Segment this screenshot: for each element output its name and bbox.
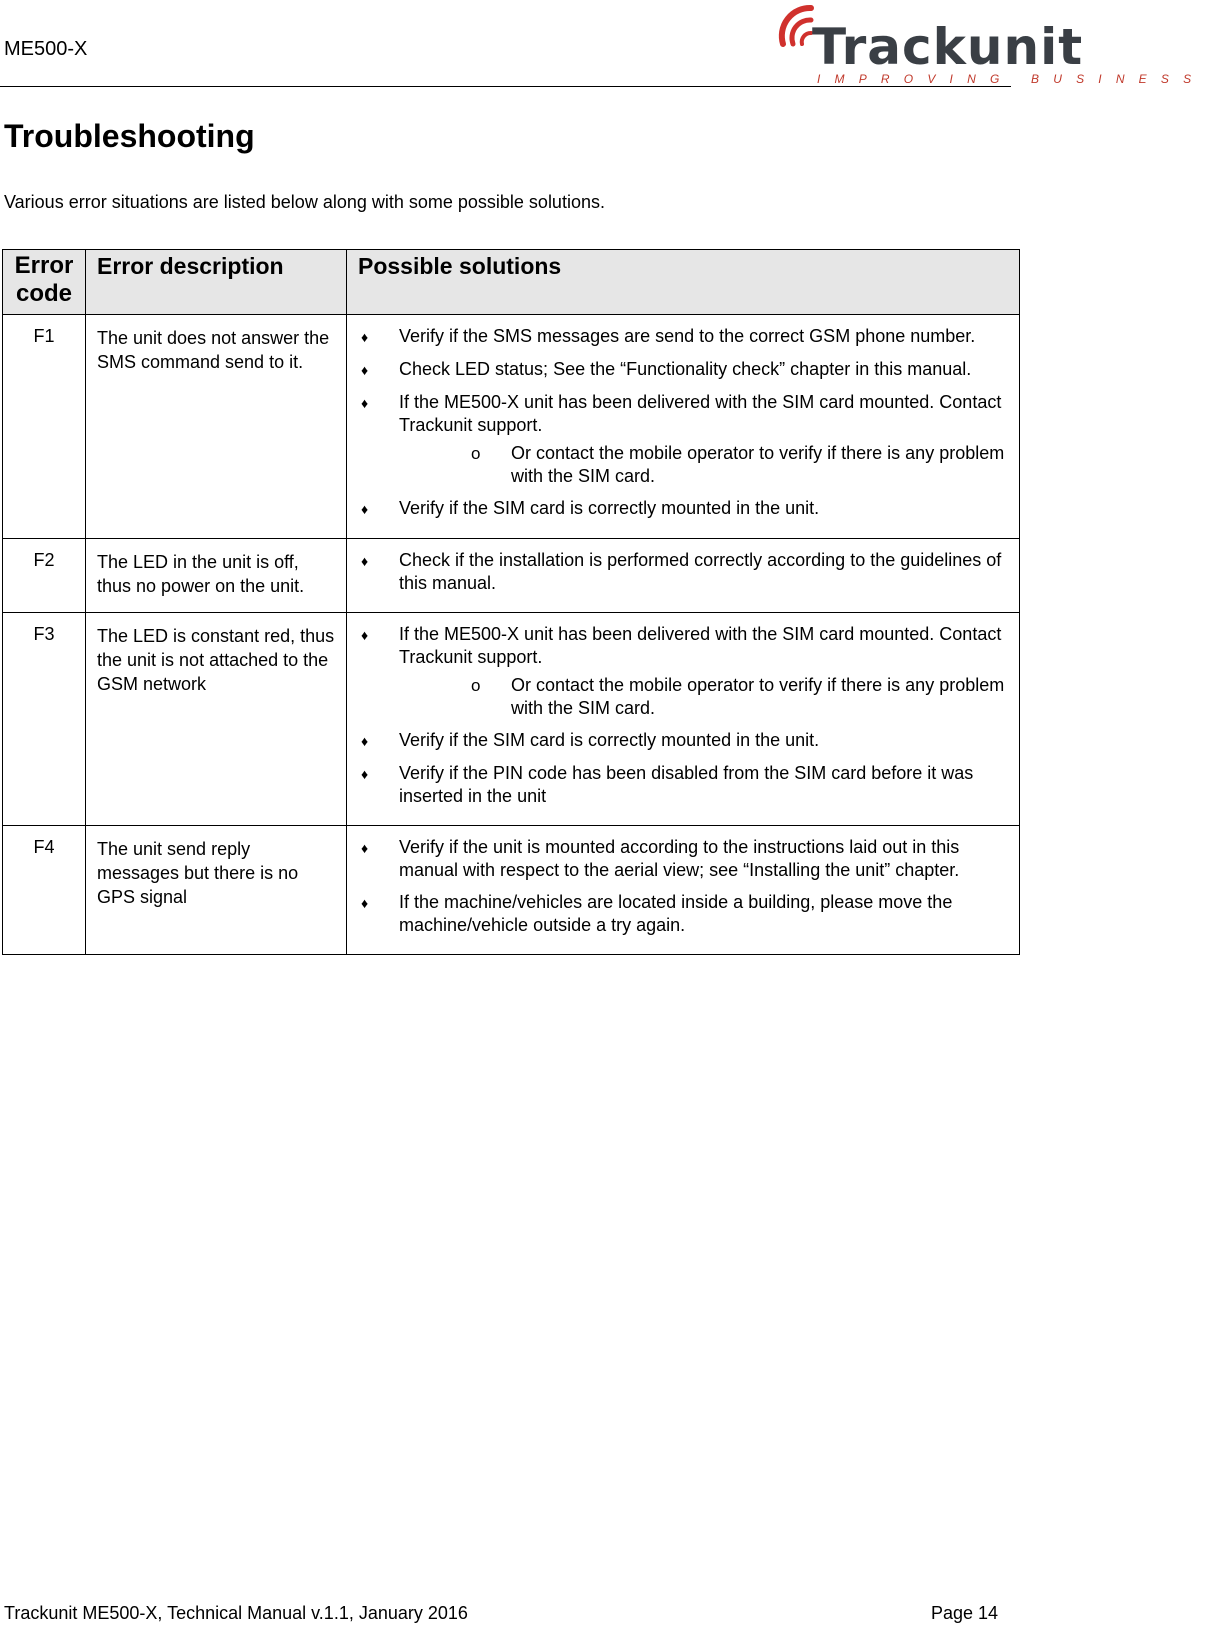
- circle-bullet-icon: o: [471, 676, 481, 695]
- error-code-cell: F2: [3, 539, 86, 613]
- logo-tagline: IMPROVING BUSINESS: [817, 72, 1205, 86]
- header-rule: [0, 86, 1011, 87]
- header-error-description: Error description: [86, 250, 347, 315]
- solution-sub-item: [359, 442, 1009, 488]
- logo-wordmark: Trackunit: [812, 18, 1084, 76]
- solution-text: Verify if the SIM card is correctly mounted in the unit.: [399, 498, 820, 518]
- table-row: [3, 826, 1020, 955]
- solution-item: [359, 391, 1009, 437]
- solution-text: If the machine/vehicles are located inside a building, please move the machine/vehicle outside a try again.: [399, 892, 953, 935]
- footer-doc-info: Trackunit ME500-X, Technical Manual v.1.1, January 2016: [4, 1603, 468, 1623]
- diamond-bullet-icon: ♦: [361, 395, 369, 411]
- solution-text: Check if the installation is performed correctly according to the guidelines of this manual.: [399, 550, 1002, 593]
- error-description-cell: The LED in the unit is off, thus no power on the unit.: [86, 539, 347, 613]
- solution-text: Verify if the SMS messages are send to the correct GSM phone number.: [399, 326, 976, 346]
- solution-item: [359, 549, 1009, 595]
- diamond-bullet-icon: ♦: [361, 733, 369, 749]
- table-row: [3, 315, 1020, 539]
- table-row: [3, 613, 1020, 826]
- solution-item: [359, 762, 1009, 808]
- solution-item: [359, 497, 1009, 521]
- solutions-cell: [347, 539, 1020, 613]
- error-code-cell: F1: [3, 315, 86, 539]
- solution-item: [359, 358, 1009, 382]
- solution-item: [359, 836, 1009, 882]
- diamond-bullet-icon: ♦: [361, 501, 369, 517]
- table-body: [3, 315, 1020, 955]
- solution-item: [359, 623, 1009, 669]
- solutions-cell: [347, 826, 1020, 955]
- solution-item: [359, 891, 1009, 937]
- table-row: [3, 539, 1020, 613]
- diamond-bullet-icon: ♦: [361, 895, 369, 911]
- solution-text: Verify if the unit is mounted according to the instructions laid out in this manual with respect to the aerial view; see “Installing the unit” chapter.: [399, 837, 960, 880]
- error-description-cell: The unit send reply messages but there is no GPS signal: [86, 826, 347, 955]
- error-description-cell: The unit does not answer the SMS command send to it.: [86, 315, 347, 539]
- header-error-code: Error code: [3, 250, 86, 315]
- intro-text: Various error situations are listed below along with some possible solutions.: [4, 192, 605, 212]
- solution-text: Verify if the SIM card is correctly mounted in the unit.: [399, 730, 820, 750]
- header-possible-solutions: Possible solutions: [347, 250, 1020, 315]
- troubleshooting-table: [2, 249, 1020, 955]
- diamond-bullet-icon: ♦: [361, 766, 369, 782]
- diamond-bullet-icon: ♦: [361, 553, 369, 569]
- solution-item: [359, 325, 1009, 349]
- circle-bullet-icon: o: [471, 444, 481, 463]
- header-doc-code: ME500-X: [4, 38, 88, 60]
- error-code-cell: F3: [3, 613, 86, 826]
- error-description-cell: The LED is constant red, thus the unit is not attached to the GSM network: [86, 613, 347, 826]
- page-title: Troubleshooting: [4, 118, 255, 154]
- solution-text: Or contact the mobile operator to verify if there is any problem with the SIM card.: [511, 675, 1005, 718]
- solutions-cell: [347, 613, 1020, 826]
- solution-text: If the ME500-X unit has been delivered with the SIM card mounted. Contact Trackunit support.: [399, 392, 1002, 435]
- solution-text: Or contact the mobile operator to verify if there is any problem with the SIM card.: [511, 443, 1005, 486]
- footer-page-number: Page 14: [931, 1603, 999, 1623]
- diamond-bullet-icon: ♦: [361, 627, 369, 643]
- solution-text: Verify if the PIN code has been disabled from the SIM card before it was inserted in the unit: [399, 763, 974, 806]
- solution-text: Check LED status; See the “Functionality check” chapter in this manual.: [399, 359, 972, 379]
- solution-sub-item: [359, 674, 1009, 720]
- solutions-cell: [347, 315, 1020, 539]
- diamond-bullet-icon: ♦: [361, 362, 369, 378]
- table-header-row: [3, 250, 1020, 315]
- diamond-bullet-icon: ♦: [361, 840, 369, 856]
- trackunit-logo: [777, 0, 1205, 92]
- error-code-cell: F4: [3, 826, 86, 955]
- diamond-bullet-icon: ♦: [361, 329, 369, 345]
- solution-item: [359, 729, 1009, 753]
- solution-text: If the ME500-X unit has been delivered with the SIM card mounted. Contact Trackunit support.: [399, 624, 1002, 667]
